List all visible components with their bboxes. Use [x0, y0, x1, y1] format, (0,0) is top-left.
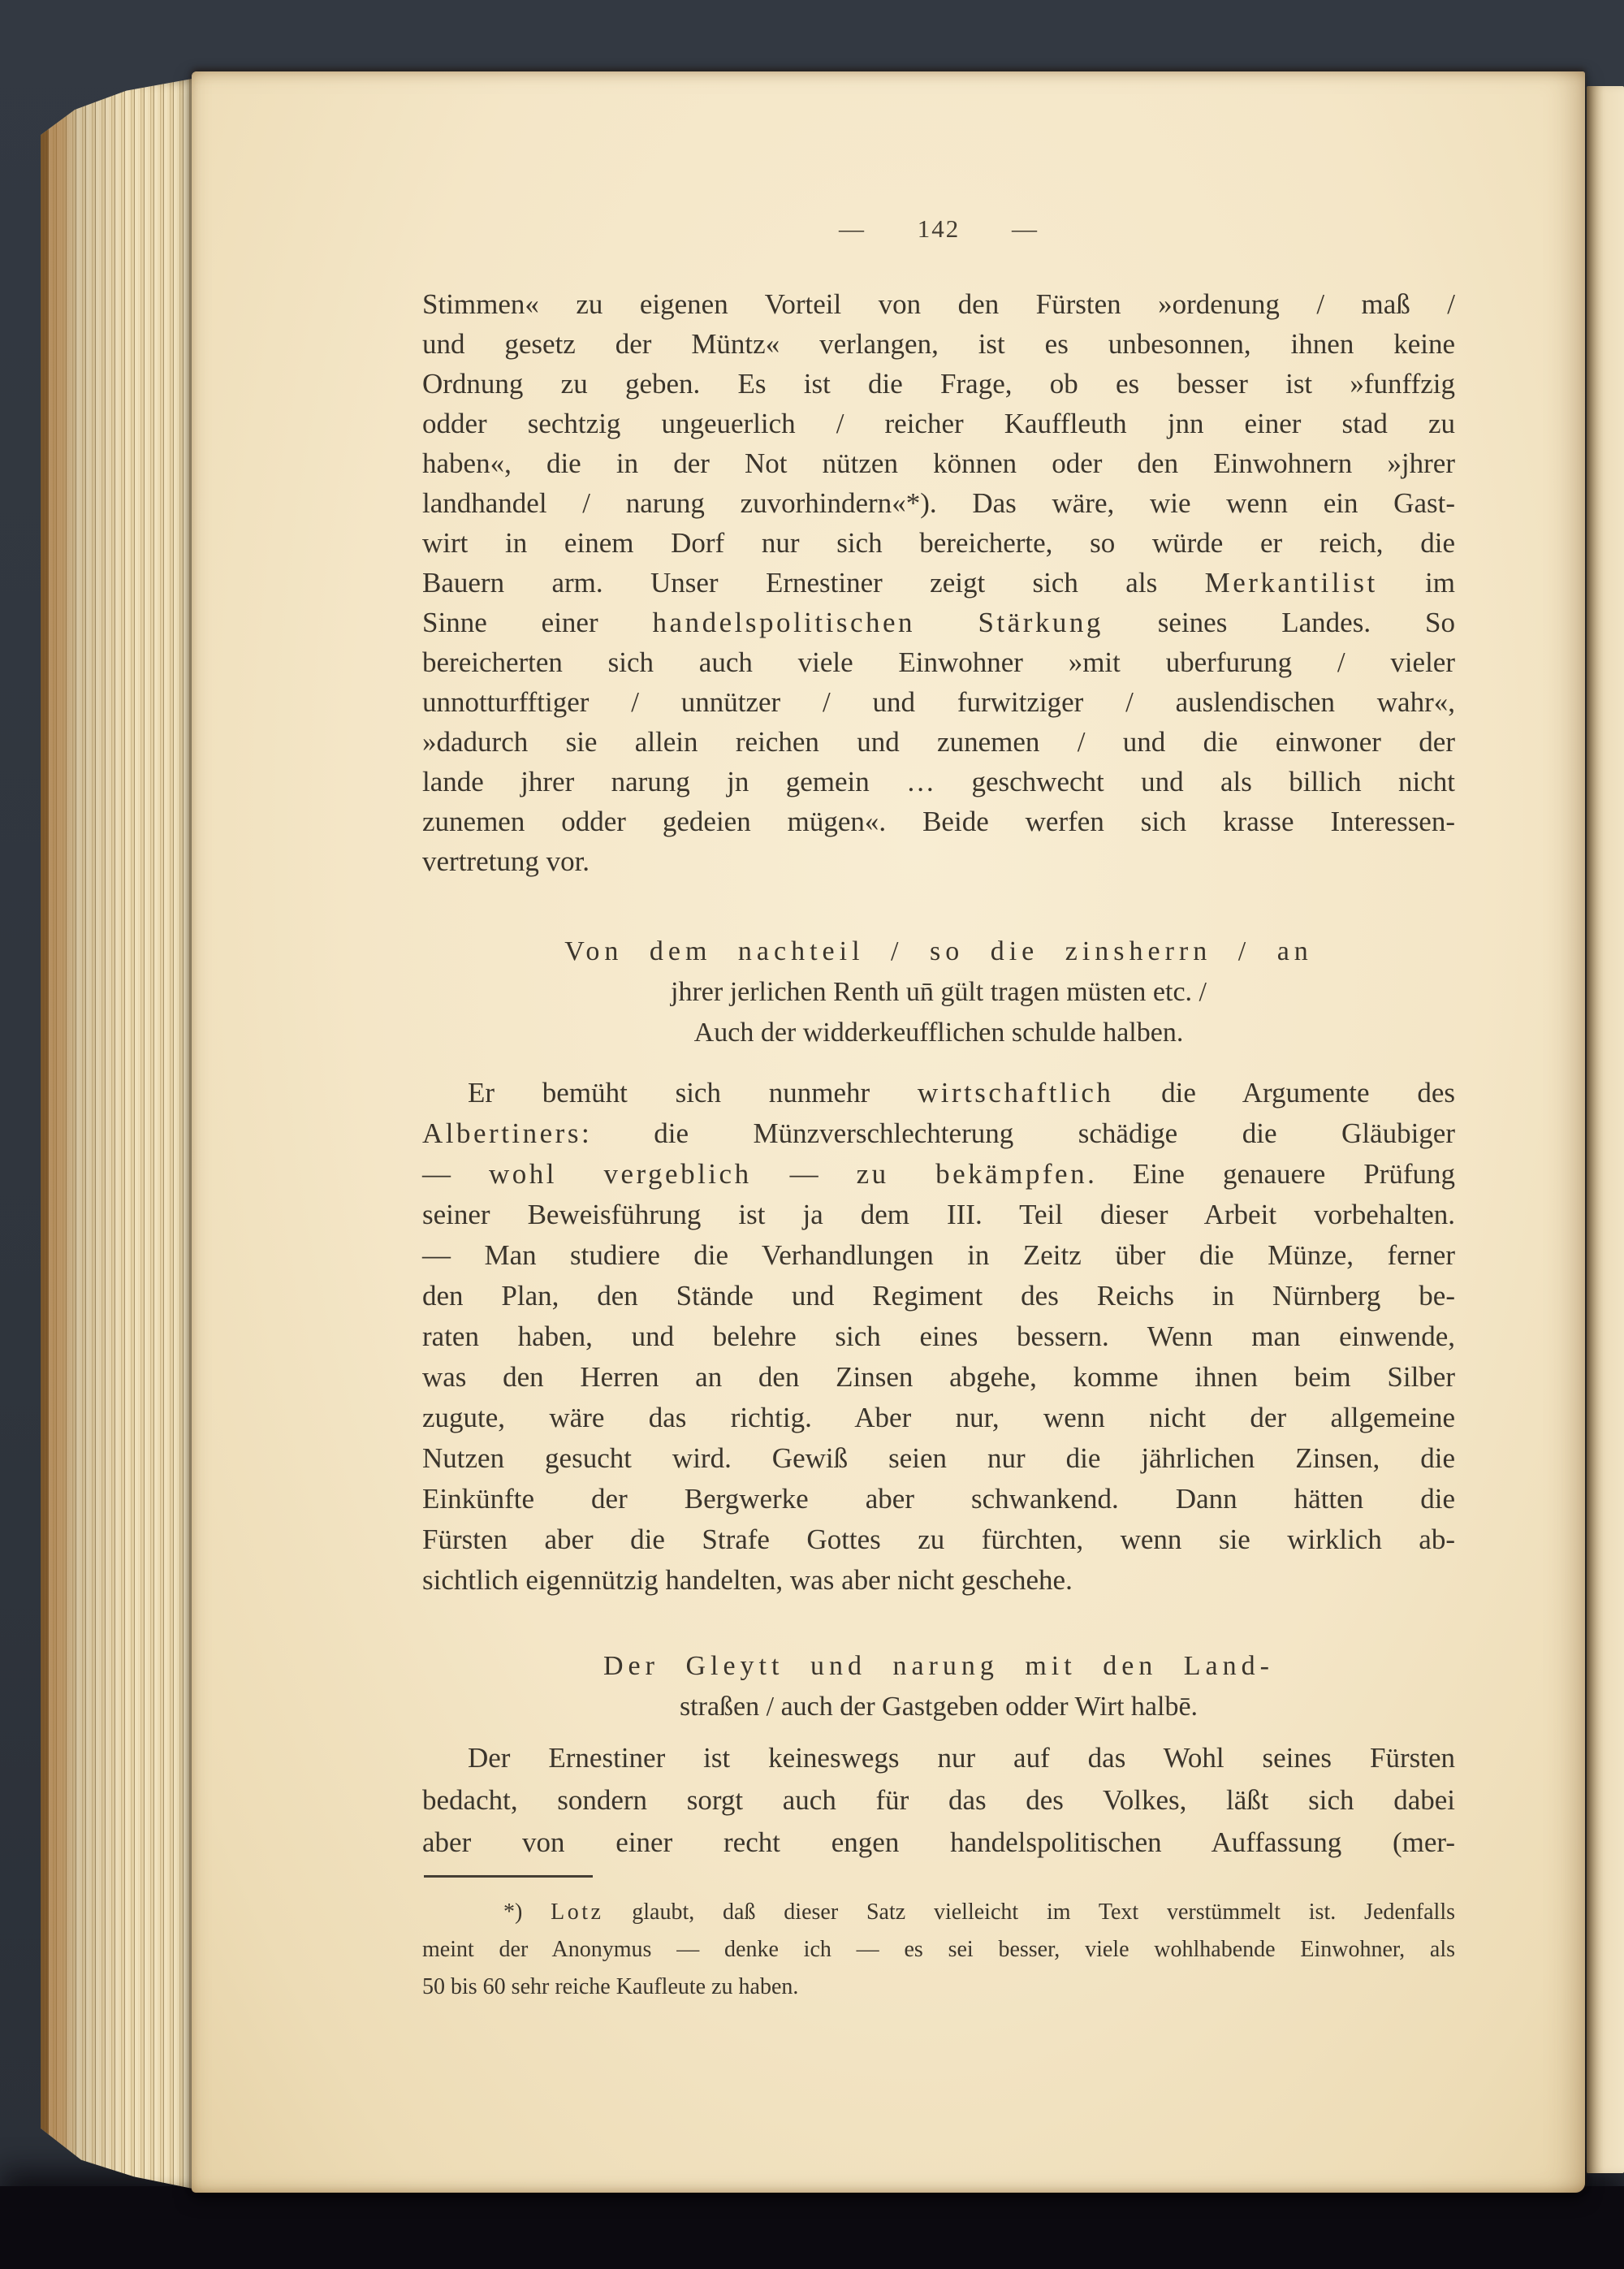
- text-line: den Plan, den Stände und Regiment des Reichs in Nürnberg be-: [422, 1280, 1455, 1312]
- text-line: odder sechtzig ungeuerlich / reicher Kauffleuth jnn einer stad zu: [422, 408, 1455, 439]
- text-line: jhrer jerlichen Renth un̄ gült tragen müsten etc. /: [671, 977, 1207, 1007]
- text-line: »dadurch sie allein reichen und zunemen / und die einwoner der: [422, 726, 1455, 758]
- text-line: unnotturfftiger / unnützer / und furwitziger / auslendischen wahr«,: [422, 686, 1455, 718]
- text-line: vertretung vor.: [422, 845, 590, 877]
- text-line: Der Ernestiner ist keineswegs nur auf das Wohl seines Fürsten: [468, 1742, 1455, 1774]
- text-line: Der Gleytt und narung mit den Land-: [603, 1651, 1274, 1681]
- text-line: Einkünfte der Bergwerke aber schwankend. Dann hätten die: [422, 1483, 1455, 1515]
- text-line: was den Herren an den Zinsen abgehe, komme ihnen beim Silber: [422, 1361, 1455, 1393]
- section-heading-1: [422, 931, 1455, 1053]
- left-page-edges: [41, 78, 197, 2189]
- text-line: haben«, die in der Not nützen können oder den Einwohnern »jhrer: [422, 447, 1455, 479]
- text-line: und gesetz der Müntz« verlangen, ist es unbesonnen, ihnen keine: [422, 328, 1455, 360]
- footnote: [422, 1894, 1455, 2006]
- text-line: 50 bis 60 sehr reiche Kaufleute zu haben.: [422, 1974, 799, 1999]
- text-line: Auch der widderkeufflichen schulde halben.: [693, 1018, 1184, 1048]
- text-line: — wohl vergeblich — zu bekämpfen. Eine genauere Prüfung: [422, 1158, 1456, 1190]
- text-line: bereicherten sich auch viele Einwohner »mit uberfurung / vieler: [422, 646, 1455, 678]
- book-page: [192, 71, 1585, 2193]
- text-line: meint der Anonymus — denke ich — es sei besser, viele wohlhabende Einwohner, als: [422, 1937, 1455, 1962]
- text-line: Albertiners: die Münzverschlechterung schädige die Gläubiger: [422, 1117, 1455, 1149]
- text-line: wirt in einem Dorf nur sich bereicherte, so würde er reich, die: [422, 527, 1455, 559]
- text-line: bedacht, sondern sorgt auch für das des Volkes, läßt sich dabei: [422, 1784, 1455, 1816]
- text-line: Sinne einer handelspolitischen Stärkung seines Landes. So: [422, 607, 1455, 638]
- shadow-under-book: [0, 2186, 1624, 2269]
- text-line: — Man studiere die Verhandlungen in Zeitz über die Münze, ferner: [422, 1239, 1455, 1271]
- text-line: Bauern arm. Unser Ernestiner zeigt sich als Merkantilist im: [422, 567, 1455, 599]
- text-line: Fürsten aber die Strafe Gottes zu fürchten, wenn sie wirklich ab-: [422, 1523, 1455, 1555]
- text-line: sichtlich eigennützig handelten, was aber nicht geschehe.: [422, 1564, 1073, 1596]
- text-line: seiner Beweisführung ist ja dem III. Teil dieser Arbeit vorbehalten.: [422, 1199, 1455, 1230]
- text-line: straßen / auch der Gastgeben odder Wirt halbē.: [679, 1692, 1199, 1722]
- text-line: Von dem nachteil / so die zinsherrn / an: [564, 936, 1313, 966]
- text-line: *) Lotz glaubt, daß dieser Satz vielleicht im Text verstümmelt ist. Jedenfalls: [503, 1899, 1456, 1925]
- text-line: aber von einer recht engen handelspolitischen Auffassung (mer-: [422, 1826, 1455, 1858]
- text-line: zugute, wäre das richtig. Aber nur, wenn nicht der allgemeine: [422, 1402, 1455, 1433]
- text-line: landhandel / narung zuvorhindern«*). Das wäre, wie wenn ein Gast-: [422, 487, 1455, 519]
- text-line: Nutzen gesucht wird. Gewiß seien nur die jährlichen Zinsen, die: [422, 1442, 1455, 1474]
- paragraph-2: [422, 1073, 1455, 1601]
- facing-page-sliver: [1587, 86, 1624, 2173]
- text-line: lande jhrer narung jn gemein … geschwecht und als billich nicht: [422, 766, 1455, 797]
- section-heading-2: [422, 1646, 1455, 1727]
- paragraph-1: [422, 284, 1455, 881]
- text-line: Ordnung zu geben. Es ist die Frage, ob es besser ist »funffzig: [422, 368, 1455, 400]
- text-line: zunemen odder gedeien mügen«. Beide werfen sich krasse Interessen-: [422, 806, 1455, 837]
- text-line: raten haben, und belehre sich eines bessern. Wenn man einwende,: [422, 1320, 1455, 1352]
- text-line: Er bemüht sich nunmehr wirtschaftlich die Argumente des: [468, 1077, 1455, 1109]
- footnote-rule: [424, 1875, 593, 1878]
- paragraph-3: [422, 1737, 1455, 1864]
- text-block: [422, 213, 1455, 2006]
- text-line: Stimmen« zu eigenen Vorteil von den Fürsten »ordenung / maß /: [422, 288, 1455, 320]
- page-number: — 142 —: [839, 214, 1039, 243]
